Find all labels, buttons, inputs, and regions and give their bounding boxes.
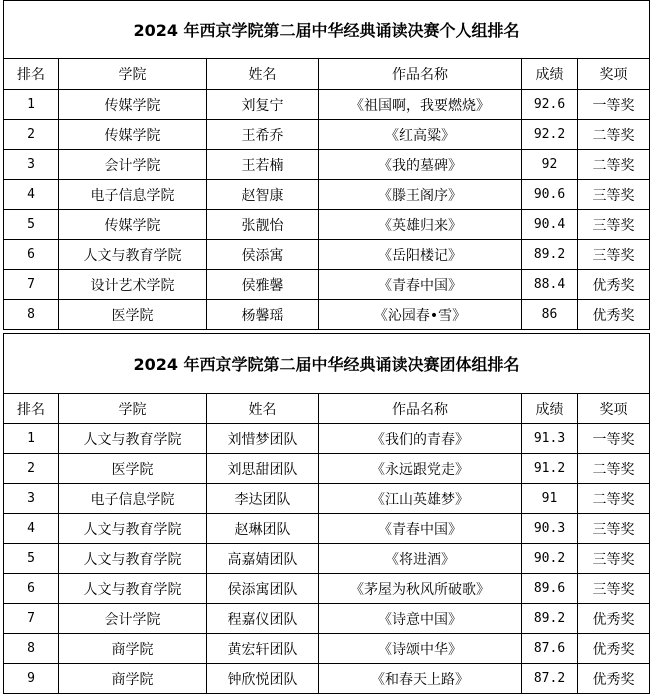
name-cell: 赵智康 (207, 180, 319, 210)
score-cell: 90.4 (522, 210, 578, 240)
rank-cell: 9 (4, 664, 59, 694)
work-cell: 《茅屋为秋风所破歌》 (319, 574, 522, 604)
score-cell: 88.4 (522, 270, 578, 300)
rank-cell: 5 (4, 544, 59, 574)
award-cell: 三等奖 (578, 544, 650, 574)
score-cell: 91.2 (522, 454, 578, 484)
table-row (4, 484, 650, 514)
college-cell: 人文与教育学院 (59, 424, 207, 454)
work-cell: 《我们的青春》 (319, 424, 522, 454)
header-work: 作品名称 (319, 59, 522, 90)
college-cell: 医学院 (59, 300, 207, 330)
rank-cell: 1 (4, 424, 59, 454)
table-row (4, 544, 650, 574)
rank-cell: 4 (4, 514, 59, 544)
college-cell: 会计学院 (59, 604, 207, 634)
header-award: 奖项 (578, 59, 650, 90)
college-cell: 人文与教育学院 (59, 544, 207, 574)
award-cell: 二等奖 (578, 454, 650, 484)
name-cell: 刘复宁 (207, 90, 319, 120)
rank-cell: 8 (4, 300, 59, 330)
college-cell: 传媒学院 (59, 210, 207, 240)
rank-cell: 3 (4, 484, 59, 514)
college-cell: 电子信息学院 (59, 180, 207, 210)
name-cell: 王希乔 (207, 120, 319, 150)
name-cell: 侯雅馨 (207, 270, 319, 300)
rank-cell: 8 (4, 634, 59, 664)
name-cell: 程嘉仪团队 (207, 604, 319, 634)
rank-cell: 2 (4, 120, 59, 150)
work-cell: 《诗意中国》 (319, 604, 522, 634)
table-row (4, 574, 650, 604)
header-work: 作品名称 (319, 394, 522, 424)
work-cell: 《沁园春•雪》 (319, 300, 522, 330)
work-cell: 《青春中国》 (319, 514, 522, 544)
score-cell: 91 (522, 484, 578, 514)
score-cell: 89.6 (522, 574, 578, 604)
table-row (4, 90, 650, 120)
work-cell: 《和春天上路》 (319, 664, 522, 694)
header-score: 成绩 (522, 59, 578, 90)
college-cell: 人文与教育学院 (59, 514, 207, 544)
college-cell: 电子信息学院 (59, 484, 207, 514)
header-name: 姓名 (207, 394, 319, 424)
table-row (4, 664, 650, 694)
table-row (4, 210, 650, 240)
award-cell: 优秀奖 (578, 300, 650, 330)
header-rank: 排名 (4, 59, 59, 90)
score-cell: 91.3 (522, 424, 578, 454)
score-cell: 87.6 (522, 634, 578, 664)
work-cell: 《将进酒》 (319, 544, 522, 574)
college-cell: 人文与教育学院 (59, 574, 207, 604)
name-cell: 赵琳团队 (207, 514, 319, 544)
award-cell: 二等奖 (578, 120, 650, 150)
score-cell: 87.2 (522, 664, 578, 694)
work-cell: 《江山英雄梦》 (319, 484, 522, 514)
work-cell: 《滕王阁序》 (319, 180, 522, 210)
name-cell: 侯添寓 (207, 240, 319, 270)
rank-cell: 6 (4, 240, 59, 270)
score-cell: 92.2 (522, 120, 578, 150)
award-cell: 二等奖 (578, 484, 650, 514)
score-cell: 90.3 (522, 514, 578, 544)
award-cell: 二等奖 (578, 150, 650, 180)
college-cell: 设计艺术学院 (59, 270, 207, 300)
award-cell: 三等奖 (578, 514, 650, 544)
table-row (4, 270, 650, 300)
table-row (4, 180, 650, 210)
college-cell: 医学院 (59, 454, 207, 484)
rank-cell: 4 (4, 180, 59, 210)
header-score: 成绩 (522, 394, 578, 424)
rank-cell: 3 (4, 150, 59, 180)
work-cell: 《英雄归来》 (319, 210, 522, 240)
table-row (4, 150, 650, 180)
award-cell: 优秀奖 (578, 270, 650, 300)
work-cell: 《永远跟党走》 (319, 454, 522, 484)
rank-cell: 7 (4, 270, 59, 300)
score-cell: 86 (522, 300, 578, 330)
name-cell: 李达团队 (207, 484, 319, 514)
score-cell: 90.2 (522, 544, 578, 574)
name-cell: 高嘉婧团队 (207, 544, 319, 574)
score-cell: 92 (522, 150, 578, 180)
table-row (4, 424, 650, 454)
individual-table-title: 2024 年西京学院第二届中华经典诵读决赛个人组排名 (4, 1, 650, 59)
college-cell: 传媒学院 (59, 120, 207, 150)
team-header-row (4, 394, 650, 424)
award-cell: 优秀奖 (578, 664, 650, 694)
award-cell: 一等奖 (578, 90, 650, 120)
team-ranking-table (3, 333, 650, 694)
table-row (4, 604, 650, 634)
header-award: 奖项 (578, 394, 650, 424)
header-name: 姓名 (207, 59, 319, 90)
work-cell: 《我的墓碑》 (319, 150, 522, 180)
work-cell: 《诗颂中华》 (319, 634, 522, 664)
header-college: 学院 (59, 394, 207, 424)
college-cell: 传媒学院 (59, 90, 207, 120)
individual-ranking-table (3, 0, 650, 330)
award-cell: 优秀奖 (578, 604, 650, 634)
college-cell: 商学院 (59, 634, 207, 664)
work-cell: 《青春中国》 (319, 270, 522, 300)
name-cell: 刘思甜团队 (207, 454, 319, 484)
award-cell: 三等奖 (578, 210, 650, 240)
rank-cell: 5 (4, 210, 59, 240)
table-row (4, 634, 650, 664)
name-cell: 张靓怡 (207, 210, 319, 240)
award-cell: 三等奖 (578, 574, 650, 604)
award-cell: 一等奖 (578, 424, 650, 454)
award-cell: 优秀奖 (578, 634, 650, 664)
college-cell: 会计学院 (59, 150, 207, 180)
work-cell: 《红高粱》 (319, 120, 522, 150)
score-cell: 90.6 (522, 180, 578, 210)
name-cell: 王若楠 (207, 150, 319, 180)
rank-cell: 7 (4, 604, 59, 634)
name-cell: 侯添寓团队 (207, 574, 319, 604)
table-row (4, 454, 650, 484)
name-cell: 杨馨瑶 (207, 300, 319, 330)
college-cell: 人文与教育学院 (59, 240, 207, 270)
table-row (4, 240, 650, 270)
team-table-title: 2024 年西京学院第二届中华经典诵读决赛团体组排名 (4, 334, 650, 394)
individual-header-row (4, 59, 650, 90)
rank-cell: 2 (4, 454, 59, 484)
header-college: 学院 (59, 59, 207, 90)
table-row (4, 514, 650, 544)
rank-cell: 1 (4, 90, 59, 120)
name-cell: 钟欣悦团队 (207, 664, 319, 694)
score-cell: 89.2 (522, 240, 578, 270)
score-cell: 92.6 (522, 90, 578, 120)
table-row (4, 300, 650, 330)
rank-cell: 6 (4, 574, 59, 604)
score-cell: 89.2 (522, 604, 578, 634)
work-cell: 《岳阳楼记》 (319, 240, 522, 270)
award-cell: 三等奖 (578, 180, 650, 210)
award-cell: 三等奖 (578, 240, 650, 270)
table-row (4, 120, 650, 150)
header-rank: 排名 (4, 394, 59, 424)
name-cell: 刘惜梦团队 (207, 424, 319, 454)
name-cell: 黄宏轩团队 (207, 634, 319, 664)
work-cell: 《祖国啊，我要燃烧》 (319, 90, 522, 120)
college-cell: 商学院 (59, 664, 207, 694)
